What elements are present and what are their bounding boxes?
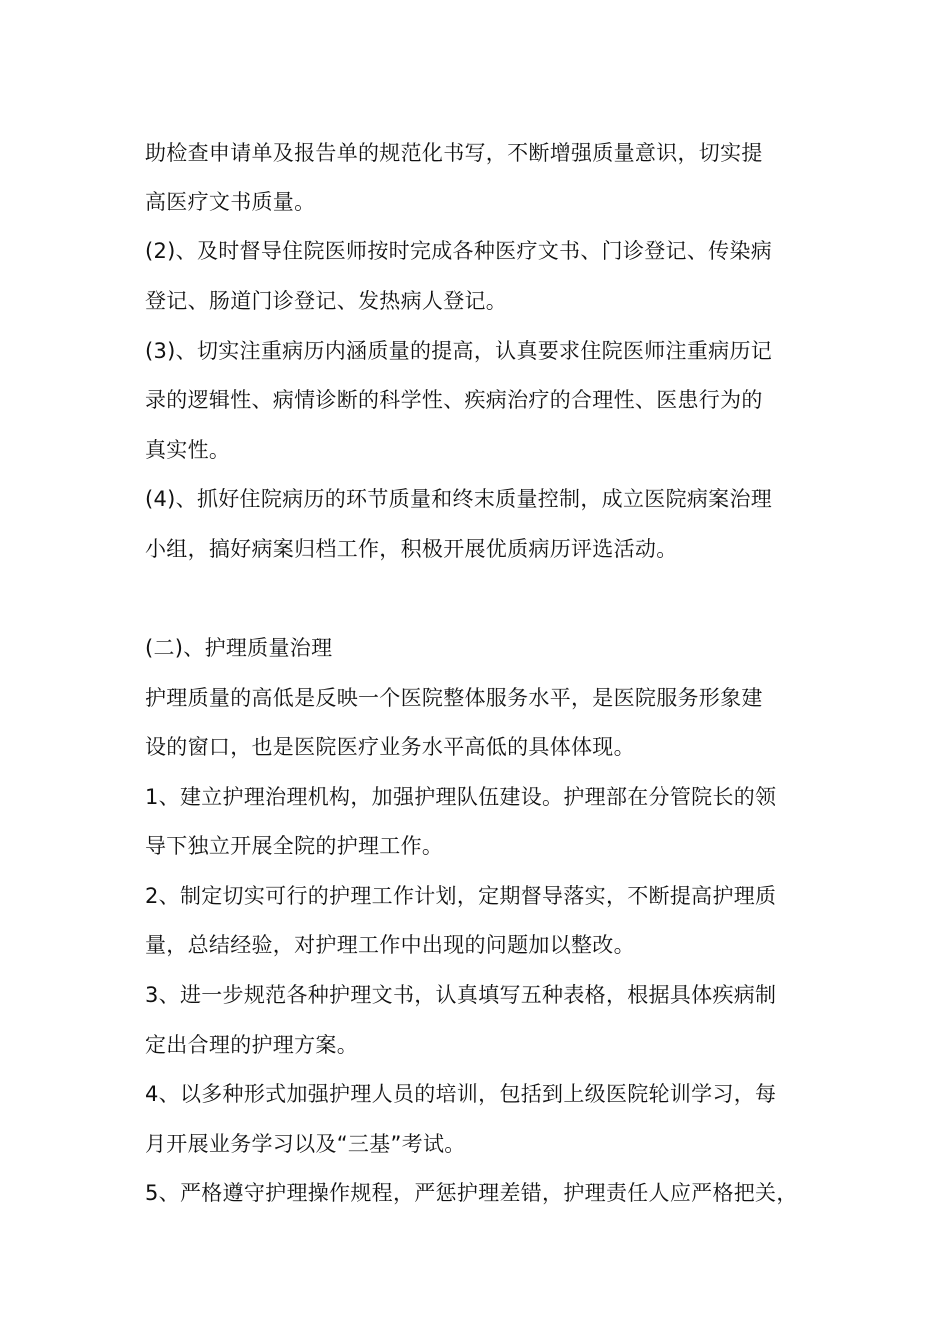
text-line: (2)、及时督导住院医师按时完成各种医疗文书、门诊登记、传染病 [145,239,773,263]
text-line: 3、进一步规范各种护理文书，认真填写五种表格，根据具体疾病制 [145,983,777,1007]
section-heading: (二)、护理质量治理 [145,636,333,660]
text-line: 小组，搞好病案归档工作，积极开展优质病历评选活动。 [145,537,678,561]
text-line: 护理质量的高低是反映一个医院整体服务水平，是医院服务形象建 [145,686,763,710]
text-line: 4、以多种形式加强护理人员的培训，包括到上级医院轮训学习，每 [145,1082,777,1106]
text-line: 2、制定切实可行的护理工作计划，定期督导落实，不断提高护理质 [145,884,777,908]
text-line: (4)、抓好住院病历的环节质量和终末质量控制，成立医院病案治理 [145,487,773,511]
text-line: 导下独立开展全院的护理工作。 [145,834,444,858]
text-line: 定出合理的护理方案。 [145,1033,358,1057]
text-line: 设的窗口，也是医院医疗业务水平高低的具体体现。 [145,735,635,759]
text-line: 量，总结经验，对护理工作中出现的问题加以整改。 [145,933,635,957]
text-line: 1、建立护理治理机构，加强护理队伍建设。护理部在分管院长的领 [145,785,777,809]
text-line: 助检查申请单及报告单的规范化书写，不断增强质量意识，切实提 [145,141,763,165]
text-line: 高医疗文书质量。 [145,190,316,214]
text-line: 真实性。 [145,438,231,462]
text-line: 录的逻辑性、病情诊断的科学性、疾病治疗的合理性、医患行为的 [145,388,763,412]
text-line: 月开展业务学习以及“三基”考试。 [145,1132,466,1156]
text-line: 5、严格遵守护理操作规程，严惩护理差错，护理责任人应严格把关， [145,1181,798,1205]
text-line: 登记、肠道门诊登记、发热病人登记。 [145,289,508,313]
text-line: (3)、切实注重病历内涵质量的提高，认真要求住院医师注重病历记 [145,339,773,363]
